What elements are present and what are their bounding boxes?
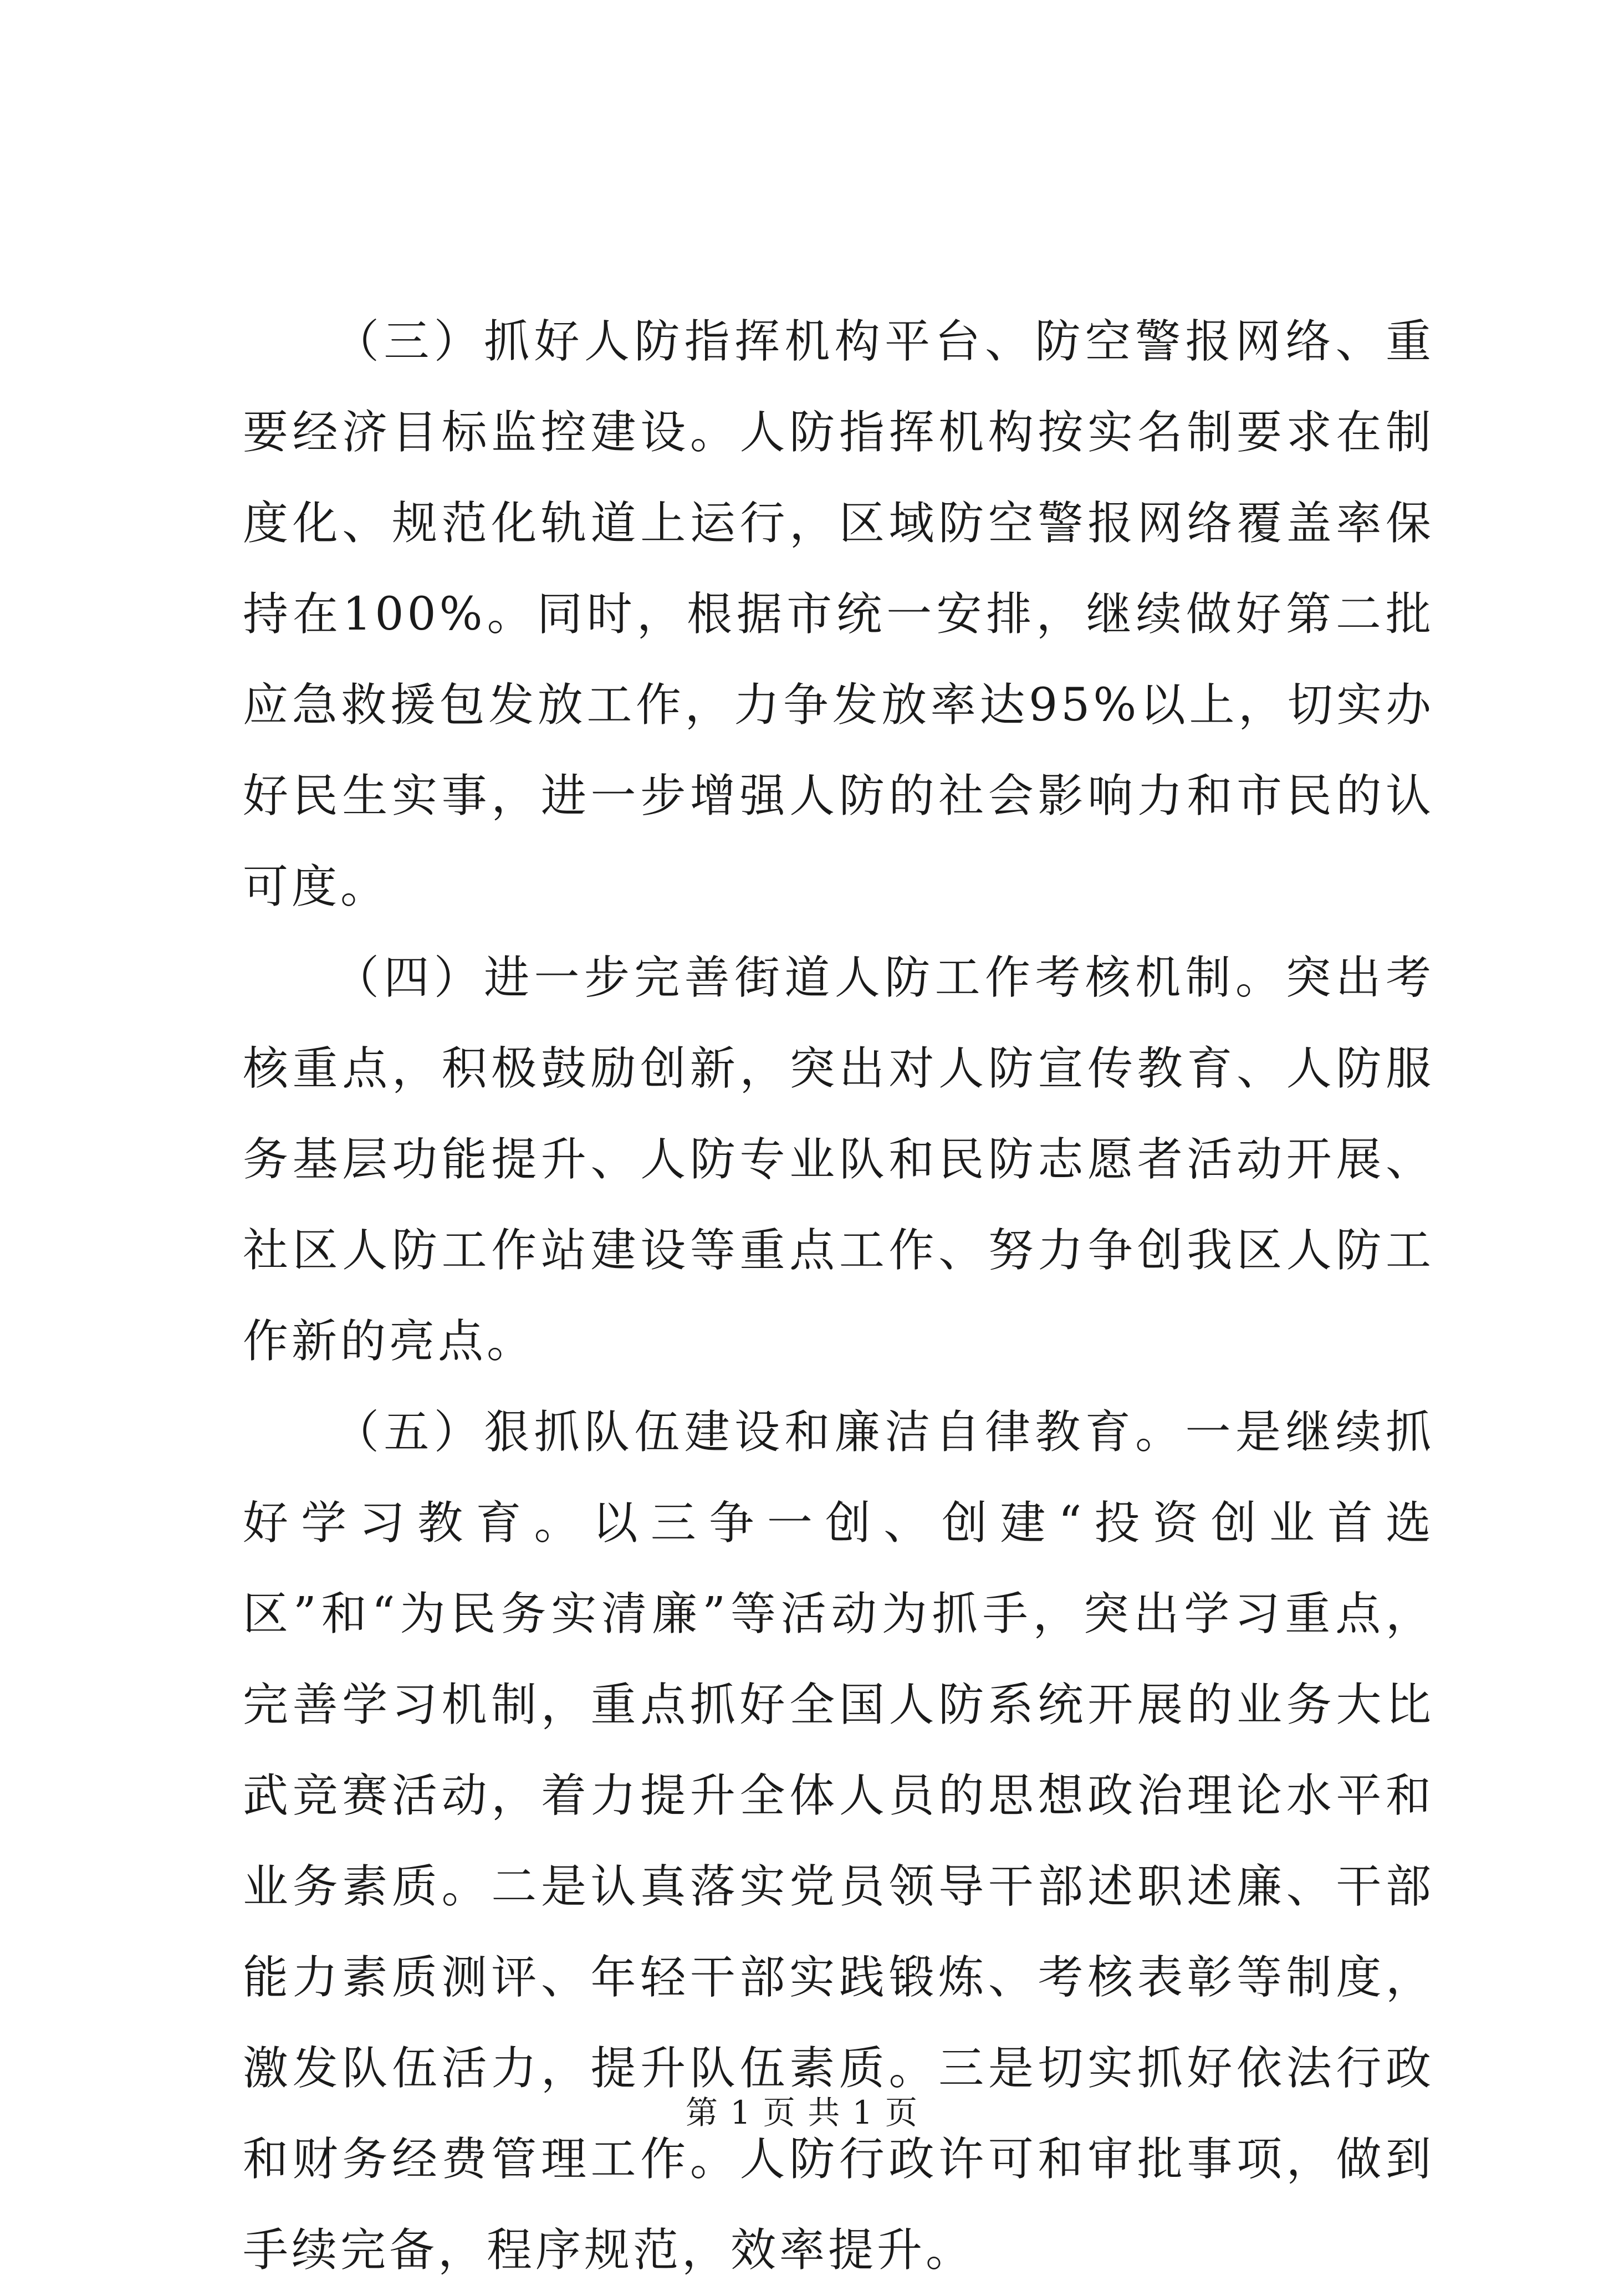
page-number-footer: 第 1 页 共 1 页 [686, 2094, 918, 2131]
paragraph-section-4: （四）进一步完善街道人防工作考核机制。突出考核重点，积极鼓励创新，突出对人防宣传教育、人防服务基层功能提升、人防专业队和民防志愿者活动开展、社区人防工作站建设等重点工作、努力争创我区人防工作新的亮点。 [243, 952, 1434, 1368]
paragraph-section-5: （五）狠抓队伍建设和廉洁自律教育。一是继续抓好学习教育。以三争一创、创建“投资创业首选区”和“为民务实清廉”等活动为抓手，突出学习重点，完善学习机制，重点抓好全国人防系统开展的业务大比武竞赛活动，着力提升全体人员的思想政治理论水平和业务素质。二是认真落实党员领导干部述职述廉、干部能力素质测评、年轻干部实践锻炼、考核表彰等制度，激发队伍活力，提升队伍素质。三是切实抓好依法行政和财务经费管理工作。人防行政许可和审批事项，做到手续完备，程序规范，效率提升。 [243, 1406, 1434, 2277]
paragraph-section-3: （三）抓好人防指挥机构平台、防空警报网络、重要经济目标监控建设。人防指挥机构按实名制要求在制度化、规范化轨道上运行，区域防空警报网络覆盖率保持在100%。同时，根据市统一安排，继续做好第二批应急救援包发放工作，力争发放率达95%以上，切实办好民生实事，进一步增强人防的社会影响力和市民的认可度。 [243, 315, 1434, 913]
document-body [243, 296, 1434, 2296]
